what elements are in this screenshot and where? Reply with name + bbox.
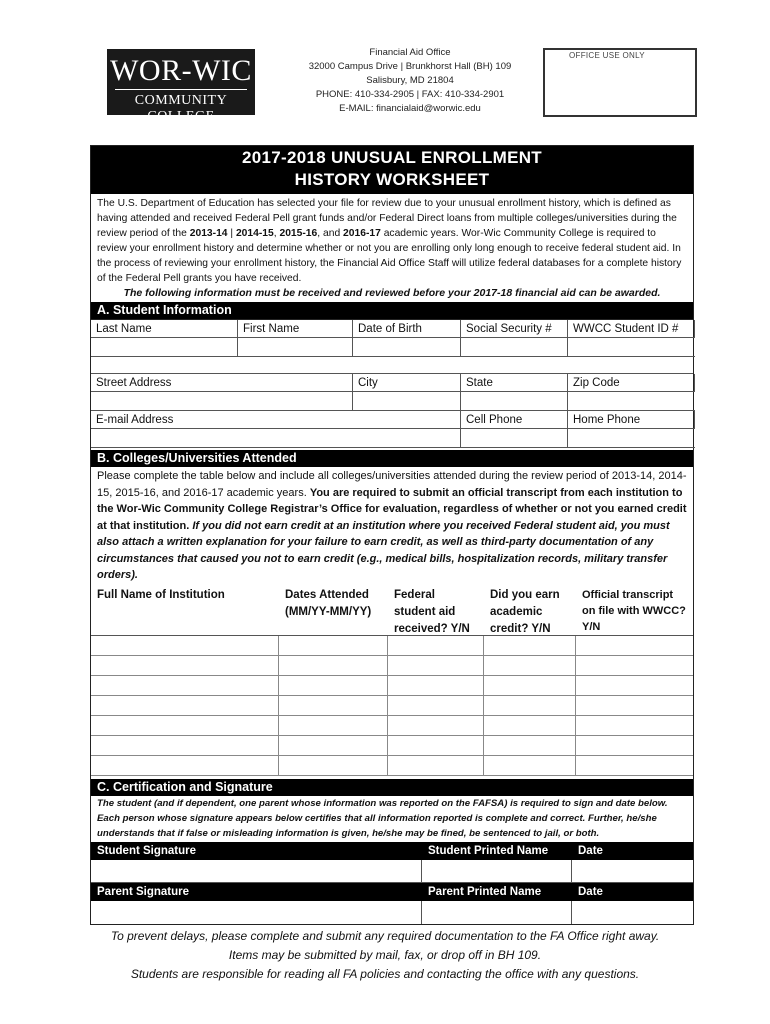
student-info-row-1 [91, 319, 693, 357]
office-use-box [543, 48, 697, 117]
col-dates-attended: Dates Attended (MM/YY-MM/YY) [285, 588, 372, 618]
worksheet-title [91, 146, 693, 194]
college-logo [107, 49, 255, 124]
col-official-transcript: Official transcript on file with WWCC? Y/N [582, 588, 686, 633]
credit-cell[interactable] [484, 656, 576, 675]
colleges-instructions [91, 467, 693, 585]
state-label: State [461, 374, 568, 392]
first-name-field[interactable] [238, 338, 353, 357]
credit-cell[interactable] [484, 756, 576, 775]
transcript-cell[interactable] [576, 716, 695, 735]
student-info-row-2 [91, 374, 693, 411]
city-field[interactable] [353, 392, 461, 411]
student-signature-row [91, 860, 693, 883]
table-row [91, 656, 693, 676]
section-a-heading: A. Student Information [91, 302, 693, 319]
address-line: E-MAIL: financialaid@worwic.edu [339, 103, 481, 114]
email-field[interactable] [91, 429, 461, 448]
dates-cell[interactable] [279, 756, 388, 775]
spacer [91, 357, 693, 374]
zip-code-field[interactable] [568, 392, 695, 411]
footer-notes [40, 927, 730, 984]
colleges-table-body [91, 636, 693, 776]
address-line: 32000 Campus Drive | Brunkhorst Hall (BH) 109 [308, 61, 512, 72]
student-date-label: Date [578, 844, 603, 857]
first-name-label: First Name [238, 320, 353, 338]
institution-cell[interactable] [91, 756, 279, 775]
home-phone-label: Home Phone [568, 411, 695, 429]
logo-name: WOR-WIC [110, 54, 252, 87]
footer-line: Items may be submitted by mail, fax, or drop off in BH 109. [228, 948, 542, 962]
address-line: Financial Aid Office [369, 47, 451, 58]
dob-label: Date of Birth [353, 320, 461, 338]
parent-printed-name-label: Parent Printed Name [428, 885, 542, 898]
instructions-italic: If you did not earn credit at an institution where you received Federal student aid, you must also attach a written explanation for your failure to earn credit, as well as third-party documentation of any circumstances that caused you not to earn credit (e.g., medical bills, hospitalization records, military transfer orders). [97, 519, 670, 581]
year-2014-15: 2014-15 [235, 228, 274, 239]
student-id-field[interactable] [568, 338, 695, 357]
address-line: PHONE: 410-334-2905 | FAX: 410-334-2901 [315, 89, 505, 100]
student-info-row-3 [91, 411, 693, 448]
credit-cell[interactable] [484, 716, 576, 735]
transcript-cell[interactable] [576, 736, 695, 755]
parent-printed-name-field[interactable] [422, 901, 572, 924]
student-printed-name-field[interactable] [422, 860, 572, 882]
transcript-cell[interactable] [576, 656, 695, 675]
intro-text-2: academic years. Wor-Wic Community College is required to review your enrollment history and determine whether or not you are enrolling only long enough to receive federal student aid. In the process of reviewing your enrollment history, the Financial Aid Office Staff will utilize federal databases for a complete history of the Federal Pell grants you have received. [97, 228, 682, 284]
institution-cell[interactable] [91, 716, 279, 735]
state-field[interactable] [461, 392, 568, 411]
footer-line: To prevent delays, please complete and submit any required documentation to the FA Office right away. [110, 929, 660, 943]
transcript-cell[interactable] [576, 636, 695, 655]
aid-cell[interactable] [388, 756, 484, 775]
institution-cell[interactable] [91, 636, 279, 655]
office-use-label: OFFICE USE ONLY [569, 51, 645, 60]
table-row [91, 636, 693, 656]
dates-cell[interactable] [279, 736, 388, 755]
student-signature-header [91, 842, 693, 860]
zip-code-label: Zip Code [568, 374, 695, 392]
credit-cell[interactable] [484, 736, 576, 755]
intro-paragraph [91, 194, 693, 286]
dob-field[interactable] [353, 338, 461, 357]
title-line-2: HISTORY WORKSHEET [294, 170, 490, 189]
transcript-cell[interactable] [576, 696, 695, 715]
table-row [91, 696, 693, 716]
intro-sep: , and [317, 228, 344, 239]
student-date-field[interactable] [572, 860, 695, 882]
transcript-cell[interactable] [576, 676, 695, 695]
credit-cell[interactable] [484, 676, 576, 695]
cell-phone-label: Cell Phone [461, 411, 568, 429]
parent-date-field[interactable] [572, 901, 695, 924]
aid-cell[interactable] [388, 656, 484, 675]
street-address-field[interactable] [91, 392, 353, 411]
intro-sep: , [273, 228, 280, 239]
office-address [300, 46, 520, 116]
email-label: E-mail Address [91, 411, 461, 429]
instructions-bold: You are required to submit an official transcript from each institution to the Wor-Wic Community College Registrar’s Office for evaluation, regardless of whether or not you earned credit at that institution. [97, 486, 687, 532]
dates-cell[interactable] [279, 696, 388, 715]
intro-sep: | [227, 228, 236, 239]
logo-subtitle: COMMUNITY COLLEGE [134, 93, 228, 124]
col-institution-name: Full Name of Institution [97, 588, 225, 601]
aid-cell[interactable] [388, 696, 484, 715]
student-printed-name-label: Student Printed Name [428, 844, 549, 857]
street-address-label: Street Address [91, 374, 353, 392]
colleges-table-header [91, 585, 693, 636]
intro-emphasis: The following information must be received and reviewed before your 2017-18 financial aid can be awarded. [123, 287, 661, 299]
student-signature-label: Student Signature [97, 844, 197, 857]
certification-text: The student (and if dependent, one parent whose information was reported on the FAFSA) is required to sign and date below. Each person whose signature appears below certifies that all information reported is complete and correct. Further, he/she understands that if false or misleading information is given, he/she may be fined, be sentenced to jail, or both. [97, 797, 668, 839]
last-name-label: Last Name [91, 320, 238, 338]
year-2015-16: 2015-16 [279, 228, 318, 239]
table-row [91, 716, 693, 736]
year-2013-14: 2013-14 [189, 228, 228, 239]
ssn-field[interactable] [461, 338, 568, 357]
table-row [91, 676, 693, 696]
dates-cell[interactable] [279, 656, 388, 675]
section-b-heading: B. Colleges/Universities Attended [91, 450, 693, 467]
table-row [91, 736, 693, 756]
year-2016-17: 2016-17 [343, 228, 381, 239]
col-academic-credit: Did you earn academic credit? Y/N [490, 588, 560, 635]
parent-signature-field[interactable] [91, 901, 422, 924]
home-phone-field[interactable] [568, 429, 695, 448]
aid-cell[interactable] [388, 716, 484, 735]
address-line: Salisbury, MD 21804 [366, 75, 454, 86]
aid-cell[interactable] [388, 736, 484, 755]
institution-cell[interactable] [91, 656, 279, 675]
logo-rule [115, 89, 247, 90]
last-name-field[interactable] [91, 338, 238, 357]
aid-cell[interactable] [388, 676, 484, 695]
student-id-label: WWCC Student ID # [568, 320, 695, 338]
credit-cell[interactable] [484, 696, 576, 715]
transcript-cell[interactable] [576, 756, 695, 775]
worksheet-form [90, 145, 694, 925]
intro-text: The U.S. Department of Education has selected your file for review due to your unusual enrollment history, which is defined as having attended and received Federal Pell grant funds and/or Federal Direct loans from multiple colleges/universities during the review period of the [97, 198, 677, 239]
credit-cell[interactable] [484, 636, 576, 655]
parent-signature-header [91, 883, 693, 901]
cell-phone-field[interactable] [461, 429, 568, 448]
instructions-text: Please complete the table below and include all colleges/universities attended during the review period of 2013-14, 2014-15, 2015-16, and 2016-17 academic years. [97, 470, 687, 499]
table-row [91, 756, 693, 776]
parent-signature-row [91, 901, 693, 924]
title-line-1: 2017-2018 UNUSUAL ENROLLMENT [242, 148, 542, 167]
parent-date-label: Date [578, 885, 603, 898]
aid-cell[interactable] [388, 636, 484, 655]
institution-cell[interactable] [91, 736, 279, 755]
dates-cell[interactable] [279, 716, 388, 735]
section-c-heading: C. Certification and Signature [91, 779, 693, 796]
footer-line: Students are responsible for reading all FA policies and contacting the office with any questions. [130, 967, 640, 981]
ssn-label: Social Security # [461, 320, 568, 338]
institution-cell[interactable] [91, 676, 279, 695]
dates-cell[interactable] [279, 636, 388, 655]
col-federal-aid: Federal student aid received? Y/N [394, 588, 470, 635]
city-label: City [353, 374, 461, 392]
student-signature-field[interactable] [91, 860, 422, 882]
dates-cell[interactable] [279, 676, 388, 695]
institution-cell[interactable] [91, 696, 279, 715]
parent-signature-label: Parent Signature [97, 885, 190, 898]
